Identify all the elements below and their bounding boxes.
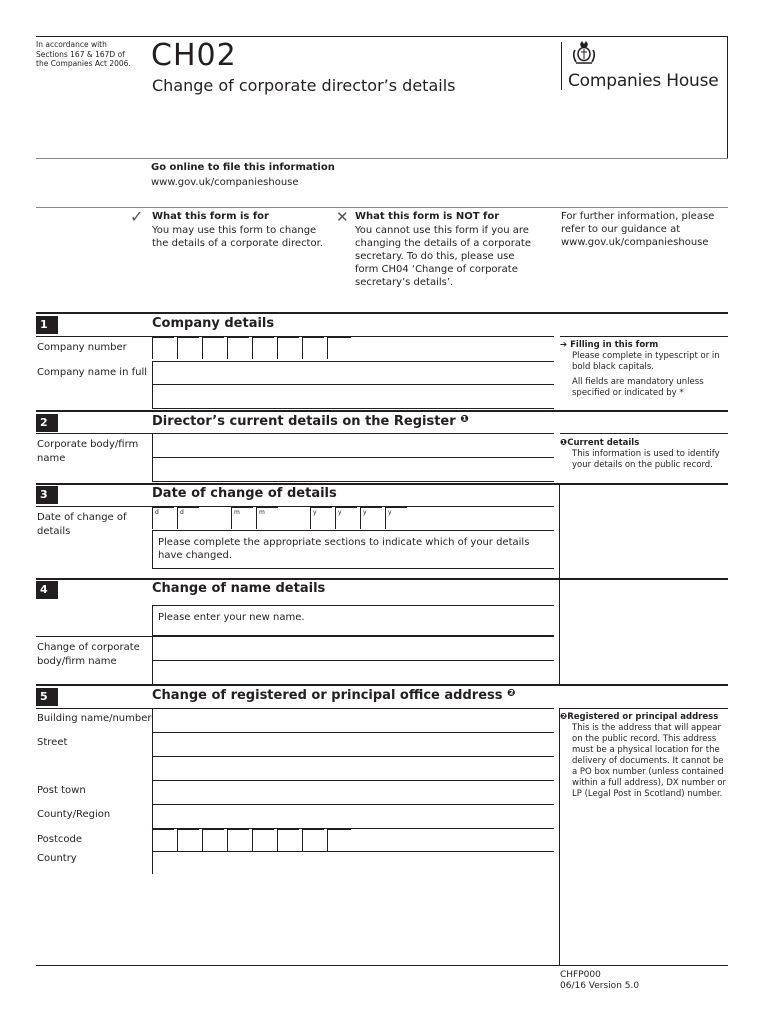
corporate-body-label: Corporate body/firm name <box>37 439 139 464</box>
company-name-field[interactable] <box>152 361 554 385</box>
note-filling-text: Please complete in typescript or in bold black capitals. <box>572 351 720 372</box>
right-border <box>727 36 728 158</box>
country-label: Country <box>37 853 77 864</box>
online-heading: Go online to file this information <box>151 162 335 173</box>
company-number-cell[interactable] <box>177 337 199 359</box>
section4-number: 4 <box>36 581 58 599</box>
company-number-cell[interactable] <box>277 337 299 359</box>
section1-number: 1 <box>36 316 58 334</box>
corporate-body-field-line2[interactable] <box>152 458 554 482</box>
logo-divider <box>561 42 562 90</box>
note-address-heading: Registered or principal address <box>567 712 719 722</box>
company-name-label: Company name in full <box>37 367 147 378</box>
arrow-icon: ➔ <box>560 340 571 350</box>
note2-rule <box>560 433 728 434</box>
date-letter: d <box>180 509 184 516</box>
building-label: Building name/number <box>37 713 152 724</box>
postcode-cell[interactable] <box>302 829 324 851</box>
not-text: You cannot use this form if you are changing the details of a corporate secretary. To do this, please use form CH04 ‘Change of corporate secretary’s details’. <box>355 225 532 288</box>
date-letter: d <box>155 509 159 516</box>
section5-number: 5 <box>36 688 58 706</box>
company-name-field-line2[interactable] <box>152 385 554 409</box>
note-current <box>560 438 730 471</box>
section2-title <box>152 414 469 429</box>
date-letter: y <box>313 509 317 516</box>
section4-instruction: Please enter your new name. <box>158 612 305 623</box>
section2-number: 2 <box>36 414 58 432</box>
company-number-label: Company number <box>37 342 127 353</box>
postcode-cell[interactable] <box>152 829 174 851</box>
postcode-cell[interactable] <box>252 829 274 851</box>
section5-rule <box>36 684 728 686</box>
section3-instruction: Please complete the appropriate sections to indicate which of your details have changed. <box>158 537 530 561</box>
section1-rule <box>36 312 728 314</box>
postcode-label: Postcode <box>37 834 83 845</box>
date-letter: m <box>234 509 240 516</box>
further-info: For further information, please refer to our guidance at www.gov.uk/companieshouse <box>561 211 715 248</box>
postcode-cell[interactable] <box>177 829 199 851</box>
note-current-text: This information is used to identify your details on the public record. <box>572 449 720 470</box>
date-letter: y <box>388 509 392 516</box>
form-code: CH02 <box>151 38 237 73</box>
footer-version: 06/16 Version 5.0 <box>560 981 640 991</box>
section2-title-text: Director’s current details on the Register <box>152 414 456 429</box>
section3-title: Date of change of details <box>152 486 337 501</box>
section3-number: 3 <box>36 486 58 504</box>
footer-code: CHFP000 <box>560 970 601 980</box>
note3-divider <box>559 485 560 578</box>
note-filling-heading: Filling in this form <box>570 340 659 350</box>
note-filling <box>560 340 730 399</box>
bottom-rule <box>36 965 728 966</box>
company-number-cell[interactable] <box>252 337 274 359</box>
note-filling-text2: All fields are mandatory unless specified or indicated by * <box>572 377 704 398</box>
change-name-label: Change of corporate body/firm name <box>37 642 140 667</box>
post-town-label: Post town <box>37 785 86 796</box>
postcode-cell[interactable] <box>277 829 299 851</box>
section5-title <box>152 688 516 703</box>
date-letter: m <box>259 509 265 516</box>
date-letter: y <box>338 509 342 516</box>
company-number-cell[interactable] <box>152 337 174 359</box>
royal-crest-icon <box>570 40 598 66</box>
street-field[interactable] <box>152 733 554 757</box>
postcode-cell[interactable] <box>202 829 224 851</box>
online-url[interactable]: www.gov.uk/companieshouse <box>151 177 299 188</box>
new-name-field[interactable] <box>152 637 554 661</box>
for-text: You may use this form to change the details of a corporate director. <box>152 225 323 249</box>
note-current-heading: Current details <box>567 438 640 448</box>
online-rule <box>36 158 728 159</box>
org-name: Companies House <box>568 71 719 91</box>
tick-icon: ✓ <box>130 207 144 226</box>
note-marker-icon: ❶ <box>560 438 568 448</box>
cross-icon: ✕ <box>336 208 349 226</box>
company-number-cell[interactable] <box>302 337 324 359</box>
note-address <box>560 712 726 800</box>
section5-title-text: Change of registered or principal office address <box>152 688 503 703</box>
section3-subrule <box>36 506 554 507</box>
street-field-line2[interactable] <box>152 757 554 781</box>
legal-note: In accordance with Sections 167 & 167D of the Companies Act 2006. <box>36 40 131 68</box>
street-label: Street <box>37 737 68 748</box>
note1-rule <box>560 336 728 337</box>
note-marker-icon: ❶ <box>460 414 469 425</box>
date-of-change-label: Date of change of details <box>37 512 127 537</box>
note-address-text: This is the address that will appear on the public record. This address must be a physical location for the delivery of documents. It cannot be a PO box number (unless contained within a full address), DX number or LP (Legal Post in Scotland) number. <box>572 723 726 799</box>
section3-rule <box>36 483 728 485</box>
post-town-field[interactable] <box>152 781 554 805</box>
postcode-cell[interactable] <box>227 829 249 851</box>
date-letter: y <box>363 509 367 516</box>
top-rule <box>36 36 728 37</box>
county-field[interactable] <box>152 805 554 829</box>
section1-title: Company details <box>152 316 275 331</box>
company-number-cell[interactable] <box>202 337 224 359</box>
new-name-field-line2[interactable] <box>152 661 554 685</box>
building-field[interactable] <box>152 709 554 733</box>
county-label: County/Region <box>37 809 111 820</box>
company-number-cell[interactable] <box>227 337 249 359</box>
section4-rule <box>36 578 728 580</box>
company-number-cell[interactable] <box>327 337 351 359</box>
postcode-cell[interactable] <box>327 829 351 851</box>
note5-rule <box>560 708 728 709</box>
section2-rule <box>36 410 728 412</box>
note4-divider <box>559 580 560 684</box>
corporate-body-field[interactable] <box>152 434 554 458</box>
note-marker-icon: ❷ <box>560 712 568 722</box>
note-marker-icon: ❷ <box>507 688 516 699</box>
for-heading: What this form is for <box>152 211 269 222</box>
form-title: Change of corporate director’s details <box>152 76 456 95</box>
section4-title: Change of name details <box>152 581 326 596</box>
not-heading: What this form is NOT for <box>355 211 500 222</box>
country-field[interactable] <box>152 852 555 874</box>
